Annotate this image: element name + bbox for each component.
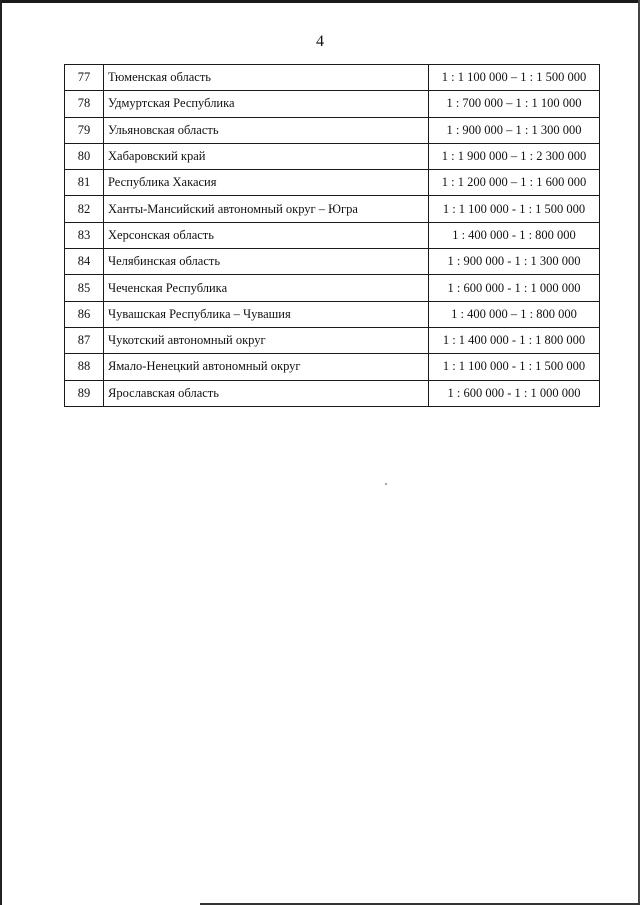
table-row bbox=[65, 275, 600, 301]
scale-range: 1 : 1 100 000 - 1 : 1 500 000 bbox=[429, 354, 600, 380]
region-name: Тюменская область bbox=[104, 65, 429, 91]
scale-range: 1 : 1 200 000 – 1 : 1 600 000 bbox=[429, 170, 600, 196]
scale-range: 1 : 1 400 000 - 1 : 1 800 000 bbox=[429, 327, 600, 353]
region-name: Чеченская Республика bbox=[104, 275, 429, 301]
row-number: 78 bbox=[65, 91, 104, 117]
table-row bbox=[65, 91, 600, 117]
table-row bbox=[65, 327, 600, 353]
region-name: Ханты-Мансийский автономный округ – Югра bbox=[104, 196, 429, 222]
region-name: Херсонская область bbox=[104, 222, 429, 248]
row-number: 79 bbox=[65, 117, 104, 143]
row-number: 77 bbox=[65, 65, 104, 91]
table-row bbox=[65, 196, 600, 222]
scale-range: 1 : 600 000 - 1 : 1 000 000 bbox=[429, 380, 600, 406]
row-number: 80 bbox=[65, 143, 104, 169]
region-name: Удмуртская Республика bbox=[104, 91, 429, 117]
table-row bbox=[65, 222, 600, 248]
page-number: 4 bbox=[316, 33, 324, 50]
table-row bbox=[65, 380, 600, 406]
scale-range: 1 : 1 100 000 - 1 : 1 500 000 bbox=[429, 196, 600, 222]
region-name: Республика Хакасия bbox=[104, 170, 429, 196]
row-number: 87 bbox=[65, 327, 104, 353]
table-row bbox=[65, 354, 600, 380]
region-name: Чукотский автономный округ bbox=[104, 327, 429, 353]
table-row bbox=[65, 117, 600, 143]
table-row bbox=[65, 65, 600, 91]
row-number: 88 bbox=[65, 354, 104, 380]
table-row bbox=[65, 301, 600, 327]
region-name: Ярославская область bbox=[104, 380, 429, 406]
region-name: Ямало-Ненецкий автономный округ bbox=[104, 354, 429, 380]
table-row bbox=[65, 249, 600, 275]
scale-range: 1 : 900 000 - 1 : 1 300 000 bbox=[429, 249, 600, 275]
scale-range: 1 : 600 000 - 1 : 1 000 000 bbox=[429, 275, 600, 301]
row-number: 83 bbox=[65, 222, 104, 248]
table-row bbox=[65, 143, 600, 169]
regions-table bbox=[64, 64, 600, 407]
scale-range: 1 : 1 900 000 – 1 : 2 300 000 bbox=[429, 143, 600, 169]
row-number: 85 bbox=[65, 275, 104, 301]
row-number: 81 bbox=[65, 170, 104, 196]
scan-edge-left bbox=[0, 0, 2, 905]
region-name: Челябинская область bbox=[104, 249, 429, 275]
scale-range: 1 : 400 000 – 1 : 800 000 bbox=[429, 301, 600, 327]
row-number: 89 bbox=[65, 380, 104, 406]
scale-range: 1 : 700 000 – 1 : 1 100 000 bbox=[429, 91, 600, 117]
scan-speck bbox=[385, 483, 387, 485]
region-name: Чувашская Республика – Чувашия bbox=[104, 301, 429, 327]
regions-table-body bbox=[65, 65, 600, 407]
table-row bbox=[65, 170, 600, 196]
scale-range: 1 : 900 000 – 1 : 1 300 000 bbox=[429, 117, 600, 143]
scale-range: 1 : 1 100 000 – 1 : 1 500 000 bbox=[429, 65, 600, 91]
scan-edge-top bbox=[0, 0, 640, 3]
region-name: Хабаровский край bbox=[104, 143, 429, 169]
region-name: Ульяновская область bbox=[104, 117, 429, 143]
row-number: 84 bbox=[65, 249, 104, 275]
scale-range: 1 : 400 000 - 1 : 800 000 bbox=[429, 222, 600, 248]
row-number: 82 bbox=[65, 196, 104, 222]
row-number: 86 bbox=[65, 301, 104, 327]
